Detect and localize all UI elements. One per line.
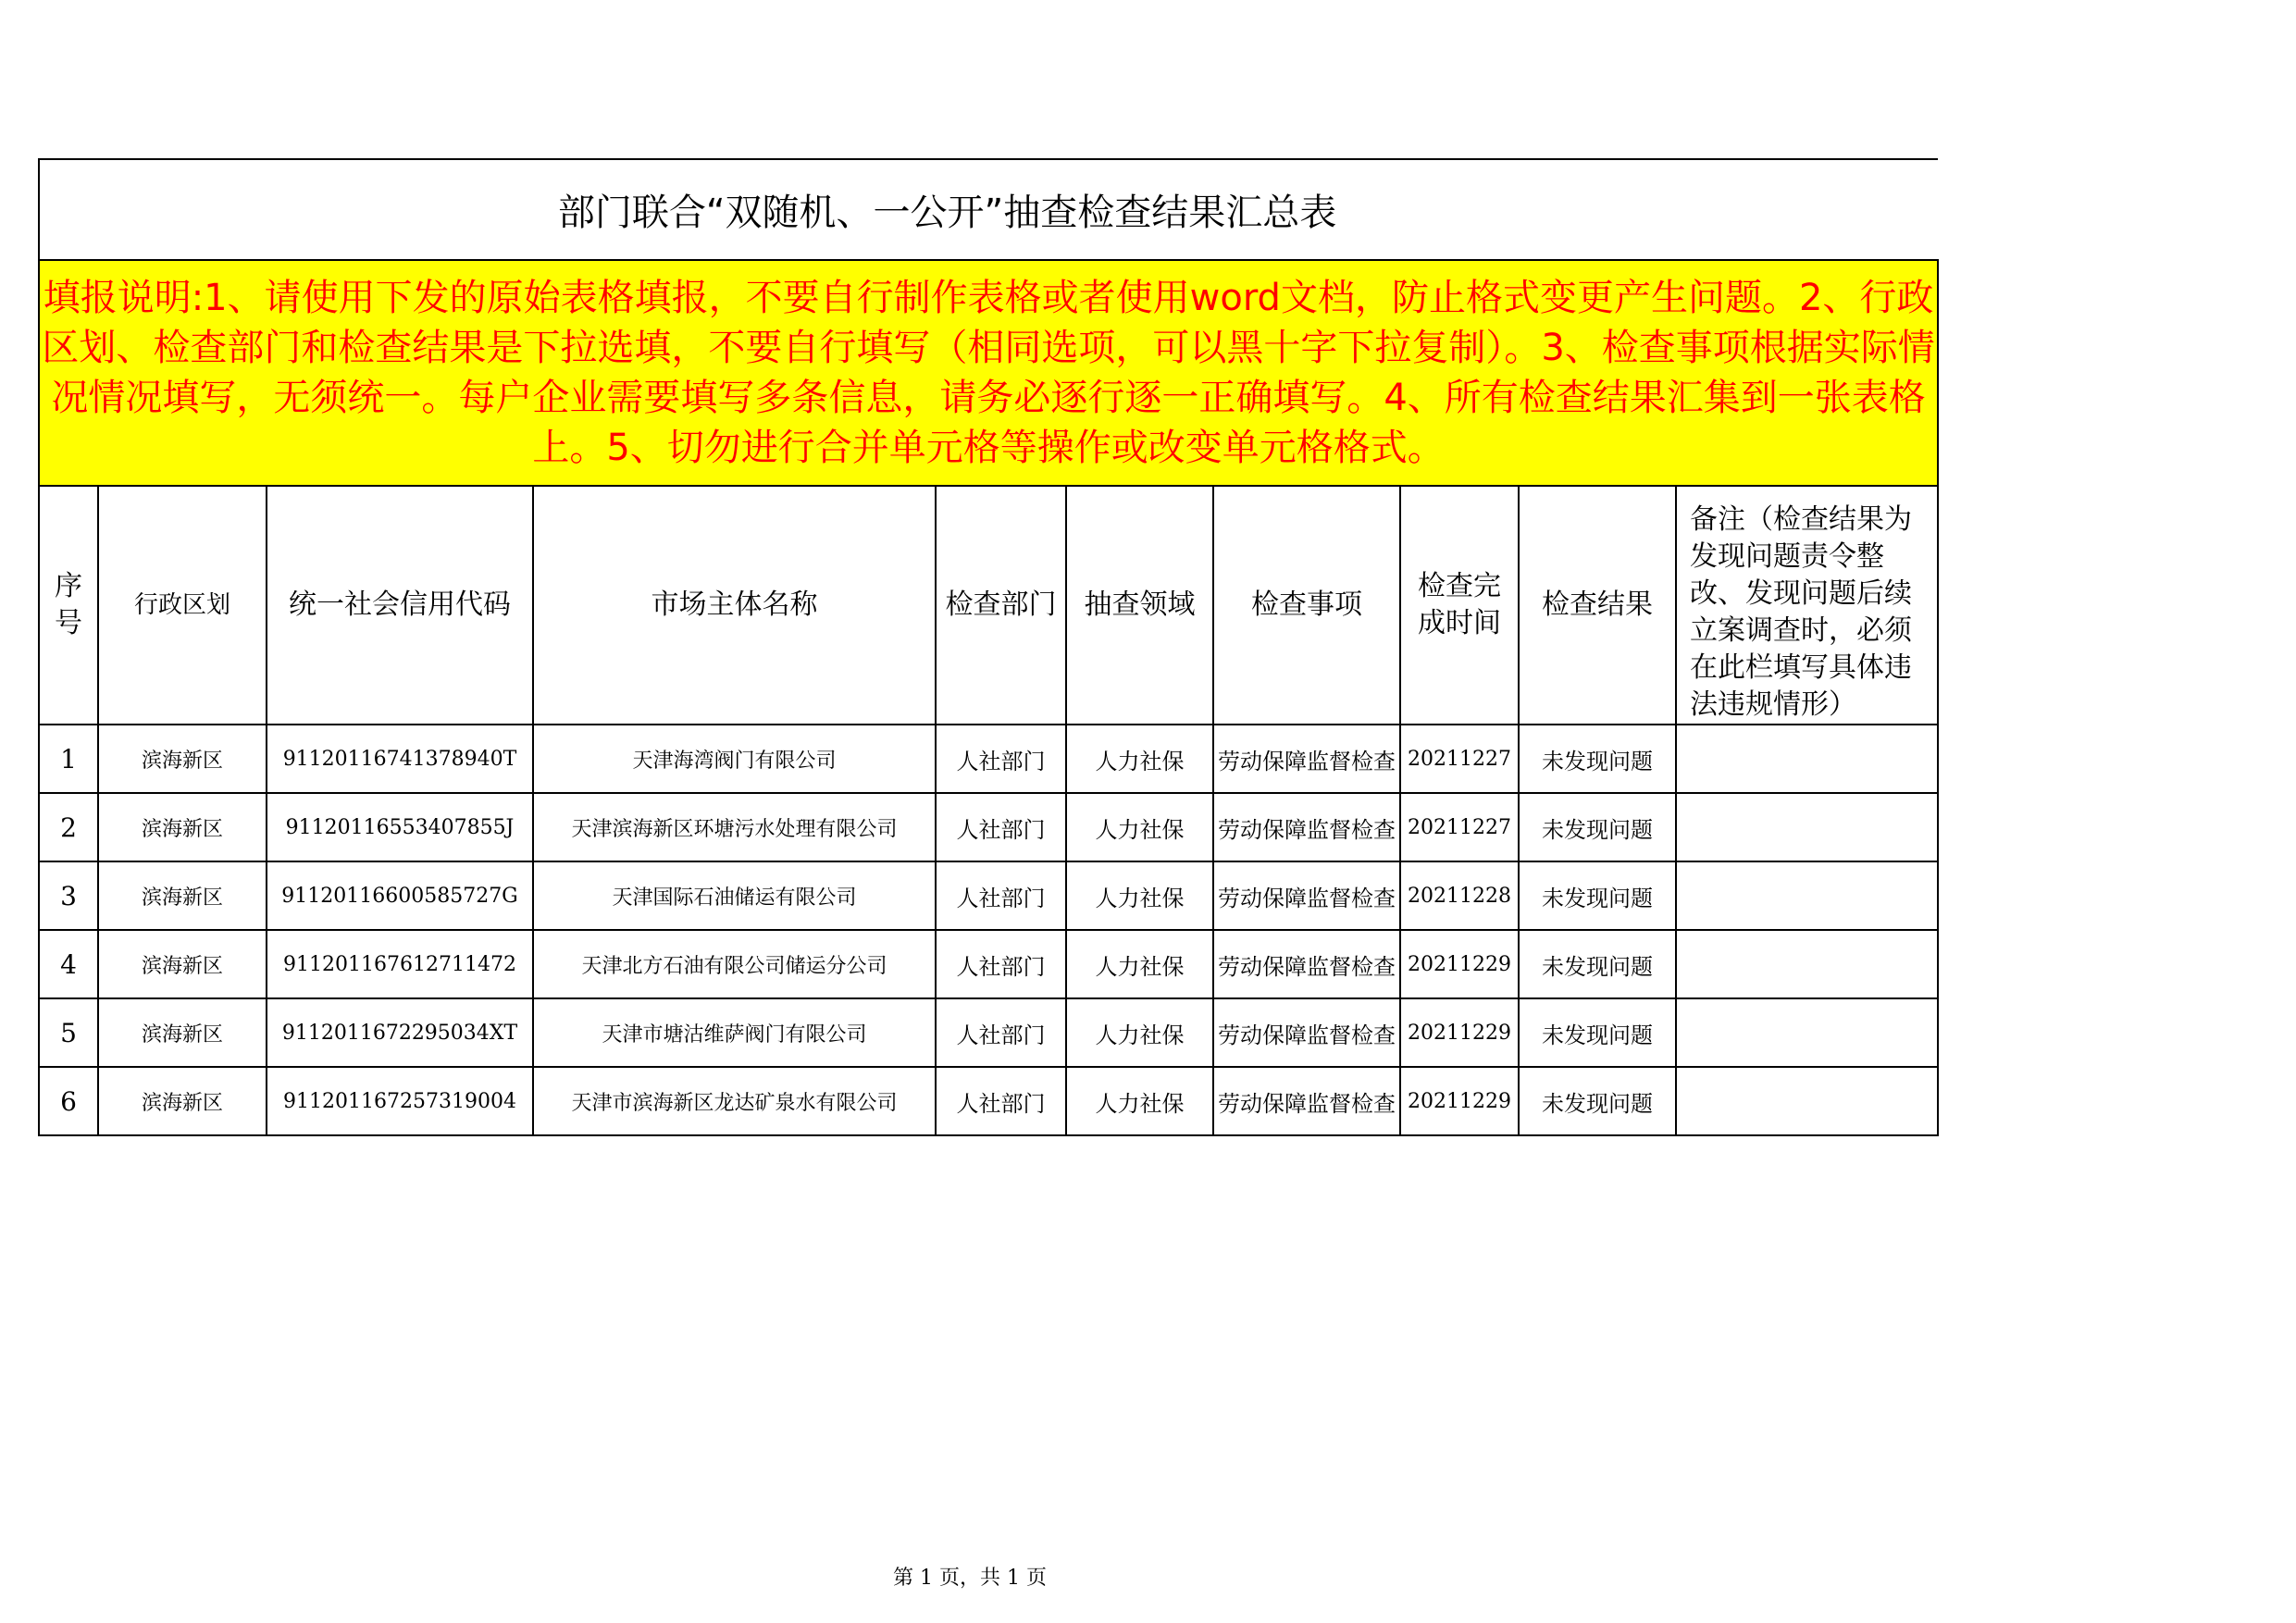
cell-credit-code: 911201167257319004 xyxy=(267,1067,533,1135)
fill-instructions: 填报说明:1、请使用下发的原始表格填报，不要自行制作表格或者使用word文档，防止格式变更产生问题。2、行政区划、检查部门和检查结果是下拉选填，不要自行填写（相同选项，可以黑十字下拉复制）。3、检查事项根据实际情况情况填写，无须统一。每户企业需要填写多条信息，请务必逐行逐一正确填写。4、所有检查结果汇集到一张表格上。5、切勿进行合并单元格等操作或改变单元格格式。 xyxy=(39,260,1938,486)
cell-date: 20211227 xyxy=(1400,793,1519,861)
cell-name: 天津市滨海新区龙达矿泉水有限公司 xyxy=(533,1067,936,1135)
cell-district: 滨海新区 xyxy=(98,1067,267,1135)
table-row xyxy=(39,861,1938,930)
cell-seq: 5 xyxy=(39,998,98,1067)
cell-date: 20211228 xyxy=(1400,861,1519,930)
col-header-district: 行政区划 xyxy=(98,486,267,725)
col-header-date: 检查完成时间 xyxy=(1400,486,1519,725)
cell-dept: 人社部门 xyxy=(936,793,1066,861)
cell-field: 人力社保 xyxy=(1066,998,1213,1067)
cell-field: 人力社保 xyxy=(1066,861,1213,930)
cell-date: 20211229 xyxy=(1400,998,1519,1067)
cell-result: 未发现问题 xyxy=(1519,930,1676,998)
cell-field: 人力社保 xyxy=(1066,930,1213,998)
header-row xyxy=(39,486,1938,725)
col-header-name: 市场主体名称 xyxy=(533,486,936,725)
cell-name: 天津滨海新区环塘污水处理有限公司 xyxy=(533,793,936,861)
cell-item: 劳动保障监督检查 xyxy=(1213,861,1400,930)
cell-credit-code: 91120116741378940T xyxy=(267,725,533,793)
cell-item: 劳动保障监督检查 xyxy=(1213,930,1400,998)
cell-seq: 4 xyxy=(39,930,98,998)
cell-credit-code: 91120116600585727G xyxy=(267,861,533,930)
cell-credit-code: 911201167612711472 xyxy=(267,930,533,998)
col-header-dept: 检查部门 xyxy=(936,486,1066,725)
col-header-item: 检查事项 xyxy=(1213,486,1400,725)
cell-remark xyxy=(1676,1067,1938,1135)
cell-name: 天津海湾阀门有限公司 xyxy=(533,725,936,793)
cell-result: 未发现问题 xyxy=(1519,793,1676,861)
cell-remark xyxy=(1676,861,1938,930)
page-footer: 第 1 页，共 1 页 xyxy=(893,1567,1047,1590)
cell-field: 人力社保 xyxy=(1066,793,1213,861)
col-header-seq: 序号 xyxy=(39,486,98,725)
cell-dept: 人社部门 xyxy=(936,998,1066,1067)
cell-credit-code: 9112011672295034XT xyxy=(267,998,533,1067)
col-header-remark: 备注（检查结果为发现问题责令整改、发现问题后续立案调查时，必须在此栏填写具体违法违规情形） xyxy=(1676,486,1938,725)
cell-name: 天津市塘沽维萨阀门有限公司 xyxy=(533,998,936,1067)
cell-result: 未发现问题 xyxy=(1519,725,1676,793)
cell-result: 未发现问题 xyxy=(1519,998,1676,1067)
table-row xyxy=(39,793,1938,861)
cell-result: 未发现问题 xyxy=(1519,861,1676,930)
table-row xyxy=(39,725,1938,793)
cell-district: 滨海新区 xyxy=(98,861,267,930)
cell-item: 劳动保障监督检查 xyxy=(1213,1067,1400,1135)
col-header-result: 检查结果 xyxy=(1519,486,1676,725)
cell-result: 未发现问题 xyxy=(1519,1067,1676,1135)
cell-dept: 人社部门 xyxy=(936,930,1066,998)
summary-table xyxy=(38,158,1939,1136)
cell-name: 天津北方石油有限公司储运分公司 xyxy=(533,930,936,998)
cell-seq: 6 xyxy=(39,1067,98,1135)
table-row xyxy=(39,1067,1938,1135)
cell-item: 劳动保障监督检查 xyxy=(1213,793,1400,861)
table-row xyxy=(39,930,1938,998)
cell-date: 20211229 xyxy=(1400,930,1519,998)
table-row xyxy=(39,998,1938,1067)
cell-name: 天津国际石油储运有限公司 xyxy=(533,861,936,930)
cell-dept: 人社部门 xyxy=(936,861,1066,930)
col-header-credit-code: 统一社会信用代码 xyxy=(267,486,533,725)
cell-district: 滨海新区 xyxy=(98,998,267,1067)
cell-seq: 2 xyxy=(39,793,98,861)
title-row xyxy=(39,159,1938,260)
table-body xyxy=(39,725,1938,1135)
col-header-field: 抽查领域 xyxy=(1066,486,1213,725)
cell-date: 20211227 xyxy=(1400,725,1519,793)
cell-district: 滨海新区 xyxy=(98,930,267,998)
cell-field: 人力社保 xyxy=(1066,725,1213,793)
cell-item: 劳动保障监督检查 xyxy=(1213,998,1400,1067)
cell-remark xyxy=(1676,998,1938,1067)
cell-district: 滨海新区 xyxy=(98,793,267,861)
cell-seq: 3 xyxy=(39,861,98,930)
cell-credit-code: 91120116553407855J xyxy=(267,793,533,861)
cell-field: 人力社保 xyxy=(1066,1067,1213,1135)
page-title: 部门联合“双随机、一公开”抽查检查结果汇总表 xyxy=(39,159,1938,260)
cell-seq: 1 xyxy=(39,725,98,793)
cell-dept: 人社部门 xyxy=(936,725,1066,793)
cell-remark xyxy=(1676,725,1938,793)
notice-row xyxy=(39,260,1938,486)
cell-dept: 人社部门 xyxy=(936,1067,1066,1135)
cell-item: 劳动保障监督检查 xyxy=(1213,725,1400,793)
cell-remark xyxy=(1676,793,1938,861)
cell-remark xyxy=(1676,930,1938,998)
cell-date: 20211229 xyxy=(1400,1067,1519,1135)
cell-district: 滨海新区 xyxy=(98,725,267,793)
